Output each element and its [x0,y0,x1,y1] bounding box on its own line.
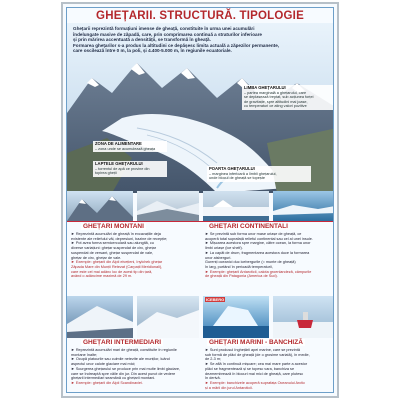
callout-limba [242,85,334,110]
glacier-photo-art [137,191,199,221]
photo-highland-glacier [67,296,133,338]
callout-line: se deplasează treptat, sub acțiunea forței [244,95,314,100]
callout-poarta [207,166,311,182]
section-line: ► Reprezintă acumulări de gheață în excavațiile deja [71,232,161,236]
section-title-marini: GHEȚARI MARINI - BANCHIZĂ [209,339,303,346]
section-line: acoperă total suprafață relieful continental sau cel al unei insule. [205,236,313,241]
photo-ocean-ice [273,191,334,221]
callout-line: – torrentul de apă ce provine din [95,166,150,171]
section-line: unor aisberguri. [205,255,232,260]
poster-title: GHEȚARII. STRUCTURĂ. TIPOLOGIE [96,10,304,22]
section-line: sub formă de plăci de gheață (de o grosime variată), în medie, [205,352,310,357]
intro-line: Formarea ghețarilor s-a produs la altitudini ce depășesc limita actuală a zăpezilor permanente, [73,42,280,48]
section-text-marini [205,348,334,390]
section-line: de gheață din Patagonia (America de Sud). [205,274,278,279]
photo-icebreaker-ship [273,296,334,338]
section-line: limbi uriașe (ice shelf). [205,246,243,251]
section-text-montani [71,232,199,279]
section-line: și a mării din jurul Antarcticii. [205,385,253,390]
section-line: existente ale reliefului văi, depresiuni, bazine de recepție; [71,236,168,241]
callout-line: de gravitație, spre altitudini mai joase, [244,99,308,104]
section-line: ► Se prezintă sub forma unor mase uriașe de gheață, ce [205,232,302,236]
photo-ice-cap [137,296,199,338]
ship-photo-art [273,296,334,338]
section-line: care este cel mai adânc loc de acest tip din țară, [71,269,153,274]
section-line: în derivă. [205,376,221,381]
section-title-continentali: GHEȚARI CONTINENTALI [209,223,288,230]
highland-photo-art [67,296,133,338]
section-line: ► Exemple: ghețarii Antarcticii, calota groenlandeză, câmpurile [205,269,312,274]
section-line: ► Reprezintă acumulări mari de gheață, constituite în regiunile [71,348,177,352]
callout-title: LAPTELE GHEȚARULUI [95,161,143,166]
section-text-continentali [205,232,334,279]
section-text-intermediari [71,348,199,386]
section-title-montani: GHEȚARI MONTANI [83,223,144,230]
ocean-ice-photo-art [273,191,334,221]
mountain-photo-art [67,191,133,221]
section-line: ► Exemple: ghețarii din Alpii Scandinaviei. [71,380,143,385]
section-line: aspectul unor calote glaciare mai mici; [71,362,136,367]
callout-laptele [93,161,167,177]
intro-text [73,26,331,54]
photo-iceberg [203,296,269,338]
section-line: ghețarii intermediari seamănă cu ghețarii montani. [71,376,156,381]
ice-sheet-photo-art [203,191,269,221]
section-line: diverse variațiuni: ghețar suspendat de circ, ghețar [71,246,157,251]
callout-line: – marginea inferioară a limbii ghețarului, [209,171,277,176]
section-line: ► La capăt de drum, fragmentarea acestora duce la formarea [205,250,310,255]
photo-ice-sheet [203,191,269,221]
iceberg-tag: ICEBERG [206,297,225,302]
callout-zona [93,141,167,152]
photo-glacier-valley [137,191,199,221]
section-line: plăci se fragmentează și se topesc vara, banchiza se [205,366,295,371]
photo-mountain-glacier [67,191,133,221]
intro-line: Ghețarii reprezintă formațiuni imense de gheață, constituite în urma unei acumulări [73,26,255,31]
callout-line: cu temperaturi ce ating valori pozitive [244,104,307,109]
iceberg-photo-art [203,296,269,338]
section-line: de 2-3 m; [205,357,222,362]
callout-title: ZONA DE ALIMENTARE [95,141,142,146]
section-line: în larg, purtând în perioadă temperaturii, [205,264,273,269]
callout-title: LIMBA GHEȚARULUI [244,85,286,90]
intro-line: îndelungate masive de zăpadă, care, prin comprimarea continuă a straturilor inferioare [73,31,262,37]
section-line: ► Ocupă platourile sau culmile netezite ale munților, luând [71,357,170,362]
section-line: ► Sunt produsul înghețării apei marine, care se prezintă [205,348,300,352]
callout-line: – partea marginală a ghețarului, care [244,90,307,95]
section-line: ► Mișcarea acestora spre margine, către ocean, la forma unor [205,241,311,246]
callout-line: unde blocul de gheață se topește [209,176,265,181]
section-line: montane înalte; [71,352,98,357]
callout-title: POARTA GHEȚARULUI [209,166,255,171]
poster [66,7,334,393]
section-line: ► Exemple: ghețarii din Alpii elvețieni, Inylchek ghețar [71,260,163,265]
section-line: ghețar de circ, ghețar de vale. [71,255,122,260]
section-line: ► Exemple: banchizele acoperă suprafața Oceanului Arctic [205,380,305,385]
intro-line: care oscilează între 0 m, la poli, și 4.400-5.000 m, în regiunile ecuatoriale. [73,48,232,54]
section-line: ► Scurgerea ghețarului se produce prin mai multe limbi glaciare, [71,366,181,371]
section-line: având o adâncime maximă de 29 m. [71,274,133,279]
section-line: care se îndreaptă spre văile din jur. Din acest punct de vedere [71,371,176,376]
section-title-intermediari: GHEȚARI INTERMEDIARI [83,339,161,346]
section-line: ► Se află în continuă mișcare; cea mai mare parte a acestor [205,362,308,367]
poster-frame [61,2,339,398]
section-line: Zăpada Mare din Munții Retezat (Carpații Meridionali), [71,264,163,269]
ice-cap-photo-art [137,296,199,338]
callout-line: topirea gheții [95,171,117,176]
section-line: dezmembrează în blocuri mai mici de gheață, care plutesc [205,371,304,376]
intro-line: și prin mărirea accentuată a densității, se transformă în gheață. [73,37,211,43]
callout-line: – zona unde se acumulează gheața [95,146,156,151]
section-line: ► Pot avea forma semicerculară sau alungită, cu [71,241,154,246]
section-divider [67,221,334,222]
section-line: Gurenți oceanici duc icebergurile (= munte de gheață) [205,260,296,265]
section-line: suspendat de versant, ghețar suspendat de vale, [71,250,154,255]
